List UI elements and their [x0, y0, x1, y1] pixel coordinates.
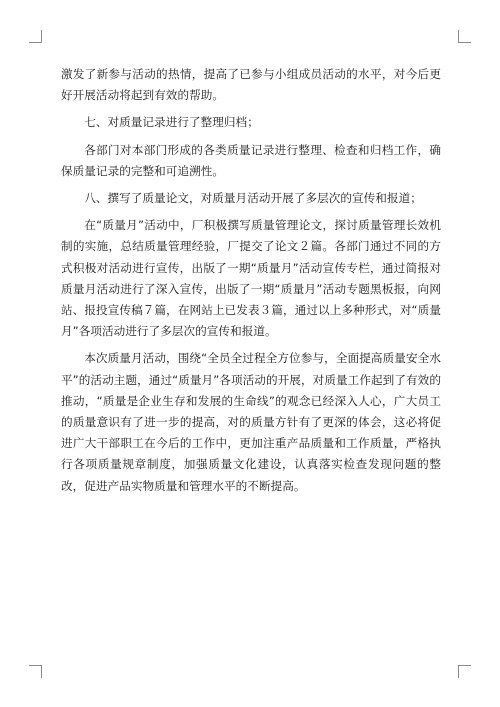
crop-mark-top-right	[458, 30, 471, 43]
crop-mark-bottom-right	[458, 665, 471, 678]
paragraph-continuation: 激发了新参与活动的热情，提高了已参与小组成员活动的水平，对今后更好开展活动将起到有效的帮助。	[61, 67, 441, 103]
paragraph-summary: 本次质量月活动，围绕“全员全过程全方位参与，全面提高质量安全水平”的活动主题，通过“质量月”各项活动的开展，对质量工作起到了有效的推动，“质量是企业生存和发展的生命线”的观念已经深入人心，广大员工的质量意识有了进一步的提高，对的质量方针有了更深的体会，这必将促进广大干部职工在今后的工作中，更加注重产品质量和工作质量，严格执行各项质量规章制度，加强质量文化建设，认真落实检查发现问题的整改，促进产品实物质量和管理水平的不断提高。	[61, 351, 441, 493]
section-heading-7: 七、对质量记录进行了整理归档；	[84, 115, 259, 130]
crop-mark-bottom-left	[29, 665, 42, 678]
crop-mark-top-left	[29, 30, 42, 43]
document-body	[61, 64, 441, 503]
paragraph-quality-records: 各部门对本部门形成的各类质量记录进行整理、检查和归档工作，确保质量记录的完整和可追溯性。	[61, 142, 441, 178]
paragraph-publicity: 在“质量月”活动中，厂积极撰写质量管理论文，探讨质量管理长效机制的实施，总结质量管理经验，厂提交了论文２篇。各部门通过不同的方式积极对活动进行宣传，出版了一期“质量月”活动宣传专栏，通过简报对质量月活动进行了深入宣传，出版了一期“质量月”活动专题黑板报，向网站、报投宣传稿７篇，在网站上已发表３篇，通过以上多种形式，对“质量月”各项活动进行了多层次的宣传和报道。	[61, 218, 441, 339]
section-heading-8: 八、撰写了质量论文，对质量月活动开展了多层次的宣传和报道；	[84, 191, 422, 206]
